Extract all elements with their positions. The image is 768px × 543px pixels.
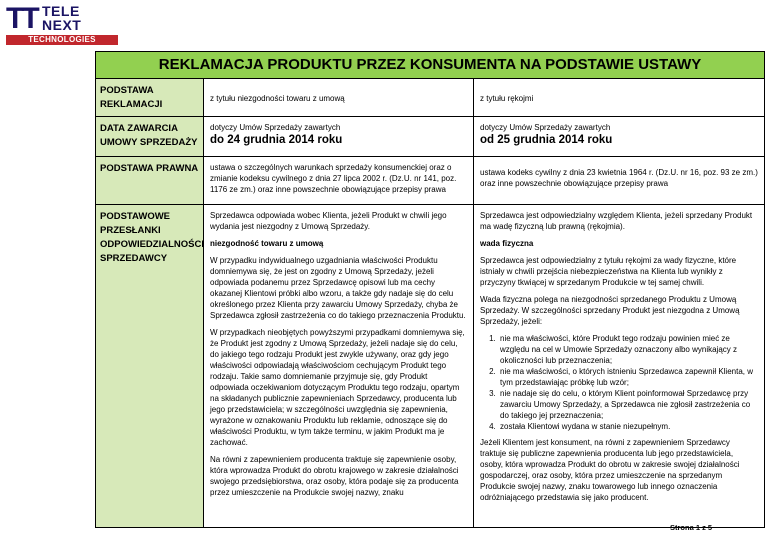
table-row-data	[95, 117, 765, 157]
table-row-przeslanki	[95, 205, 765, 528]
cell-date: do 24 grudnia 2014 roku	[210, 134, 343, 146]
cell-date: od 25 grudnia 2014 roku	[480, 134, 613, 146]
cell-col-a: ustawa o szczególnych warunkach sprzedaży konsumenckiej oraz o zmianie kodeksu cywilnego z dnia 27 lipca 2002 r. (Dz.U. nr 141, poz. 1176 ze zm.) oraz inne powszechnie obowiązujące przepisy prawa	[204, 157, 474, 204]
cell-intro: dotyczy Umów Sprzedaży zawartych	[480, 123, 611, 132]
list-item: 2. nie ma właściwości, o których istnieniu Sprzedawca zapewnił Klienta, w tym przedstawiając próbkę lub wzór;	[498, 366, 758, 388]
cell-col-b: z tytułu rękojmi	[480, 94, 534, 103]
table-row-prawna	[95, 157, 765, 205]
paragraph: Sprzedawca jest odpowiedzialny z tytułu rękojmi za wady fizyczne, które istniały w chwili przejścia niebezpieczeństwa na Klienta lub wynikły z przyczyny tkwiącej w sprzedanym Produkcie w tej samej chwili.	[480, 256, 737, 287]
table-row-podstawa	[95, 79, 765, 117]
cell-col-b: ustawa kodeks cywilny z dnia 23 kwietnia 1964 r. (Dz.U. nr 16, poz. 93 ze zm.) oraz inne powszechnie obowiązujące przepisy prawa	[480, 168, 758, 188]
conditions-list	[480, 333, 758, 432]
page-number: Strona 1 z 5	[670, 523, 713, 532]
document-title: REKLAMACJA PRODUKTU PRZEZ KONSUMENTA NA PODSTAWIE USTAWY	[95, 51, 765, 79]
list-item: 3. nie nadaje się do celu, o którym Klient poinformował Sprzedawcę przy zawarciu Umowy Sprzedaży, a Sprzedawca nie zgłosił zastrzeżenia co do takiego jej przeznaczenia;	[498, 388, 758, 421]
paragraph: W przypadku indywidualnego uzgadniania właściwości Produktu domniemywa się, że jest on zgodny z Umową Sprzedaży, jeżeli odpowiada podanemu przez Sprzedawcę opisowi lub ma cechy okazanej Klientowi próbki albo wzoru, a także gdy nadaje się do celu określonego przez Klienta przy zawarciu Umowy Sprzedaży, chyba że Sprzedawca zgłosił zastrzeżenia co do takiego przeznaczenia Produktu.	[210, 256, 466, 320]
paragraph: Sprzedawca odpowiada wobec Klienta, jeżeli Produkt w chwili jego wydania jest niezgodny z Umową Sprzedaży.	[210, 211, 447, 231]
cell-col-b	[474, 205, 764, 527]
section-heading: niezgodność towaru z umową	[210, 239, 324, 248]
paragraph: Na równi z zapewnieniem producenta traktuje się zapewnienie osoby, która wprowadza Produkt do obrotu krajowego w zakresie działalności swojego przedsiębiorstwa, oraz osoby, która podaje się za producenta przez umieszczenie na Produkcie swojej nazwy, znaku	[210, 455, 459, 497]
cell-col-a	[204, 117, 474, 156]
paragraph: Sprzedawca jest odpowiedzialny względem Klienta, jeżeli sprzedany Produkt ma wadę fizyczną lub prawną (rękojmia).	[480, 211, 753, 231]
cell-col-a	[204, 205, 474, 527]
cell-intro: dotyczy Umów Sprzedaży zawartych	[210, 123, 341, 132]
logo-mark: TT	[6, 2, 37, 35]
section-heading: wada fizyczna	[480, 239, 534, 248]
paragraph: Wada fizyczna polega na niezgodności sprzedanego Produktu z Umową Sprzedaży. W szczególności sprzedany Produkt jest niezgodna z Umową Sprzedaży, jeżeli:	[480, 295, 740, 326]
row-label: PODSTAWOWE PRZESŁANKI ODPOWIEDZIALNOŚCI SPRZEDAWCY	[96, 205, 204, 527]
paragraph: Jeżeli Klientem jest konsument, na równi z zapewnieniem Sprzedawcy traktuje się publiczne zapewnienia producenta lub jego przedstawiciela, osoby, która wprowadza Produkt do obrotu w zakresie swojej działalności gospodarczej, oraz osoby, która przez umieszczenie na sprzedanym Produkcie swojej nazwy, znaku towarowego lub innego oznaczenia odróżniającego przedstawia się jako producent.	[480, 438, 740, 502]
company-logo	[6, 4, 118, 48]
row-label: DATA ZAWARCIA UMOWY SPRZEDAŻY	[96, 117, 204, 156]
logo-subtitle: TECHNOLOGIES	[6, 35, 118, 45]
cell-col-a: z tytułu niezgodności towaru z umową	[204, 79, 474, 116]
logo-wordmark: TELE NEXT	[42, 3, 82, 33]
list-item: 4. została Klientowi wydana w stanie niezupełnym.	[498, 421, 758, 432]
paragraph: W przypadkach nieobjętych powyższymi przypadkami domniemywa się, że Produkt jest zgodny z Umową Sprzedaży, jeżeli nadaje się do celu, do jakiego tego rodzaju Produkt jest zwykle używany, oraz gdy jego właściwości odpowiadają właściwościom cechującym Produkt tego rodzaju. Takie samo domniemanie przyjmuje się, gdy Produkt odpowiada oczekiwaniom dotyczącym Produktu tego rodzaju, opartym na składanych publicznie zapewnieniach Sprzedawcy, producenta lub jego przedstawiciela; w szczególności uwzględnia się zapewnienia, wyrażone w oznakowaniu Produktu lub reklamie, odnoszące się do właściwości Produktu, w tym także terminu, w jakim Produkt ma je zachować.	[210, 328, 465, 447]
row-label: PODSTAWA REKLAMACJI	[96, 79, 204, 116]
cell-col-b	[474, 117, 764, 156]
list-item: 1. nie ma właściwości, które Produkt tego rodzaju powinien mieć ze względu na cel w Umowie Sprzedaży oznaczony albo wynikający z okoliczności lub przeznaczenia;	[498, 333, 758, 366]
row-label: PODSTAWA PRAWNA	[96, 157, 204, 204]
comparison-table	[95, 79, 765, 528]
